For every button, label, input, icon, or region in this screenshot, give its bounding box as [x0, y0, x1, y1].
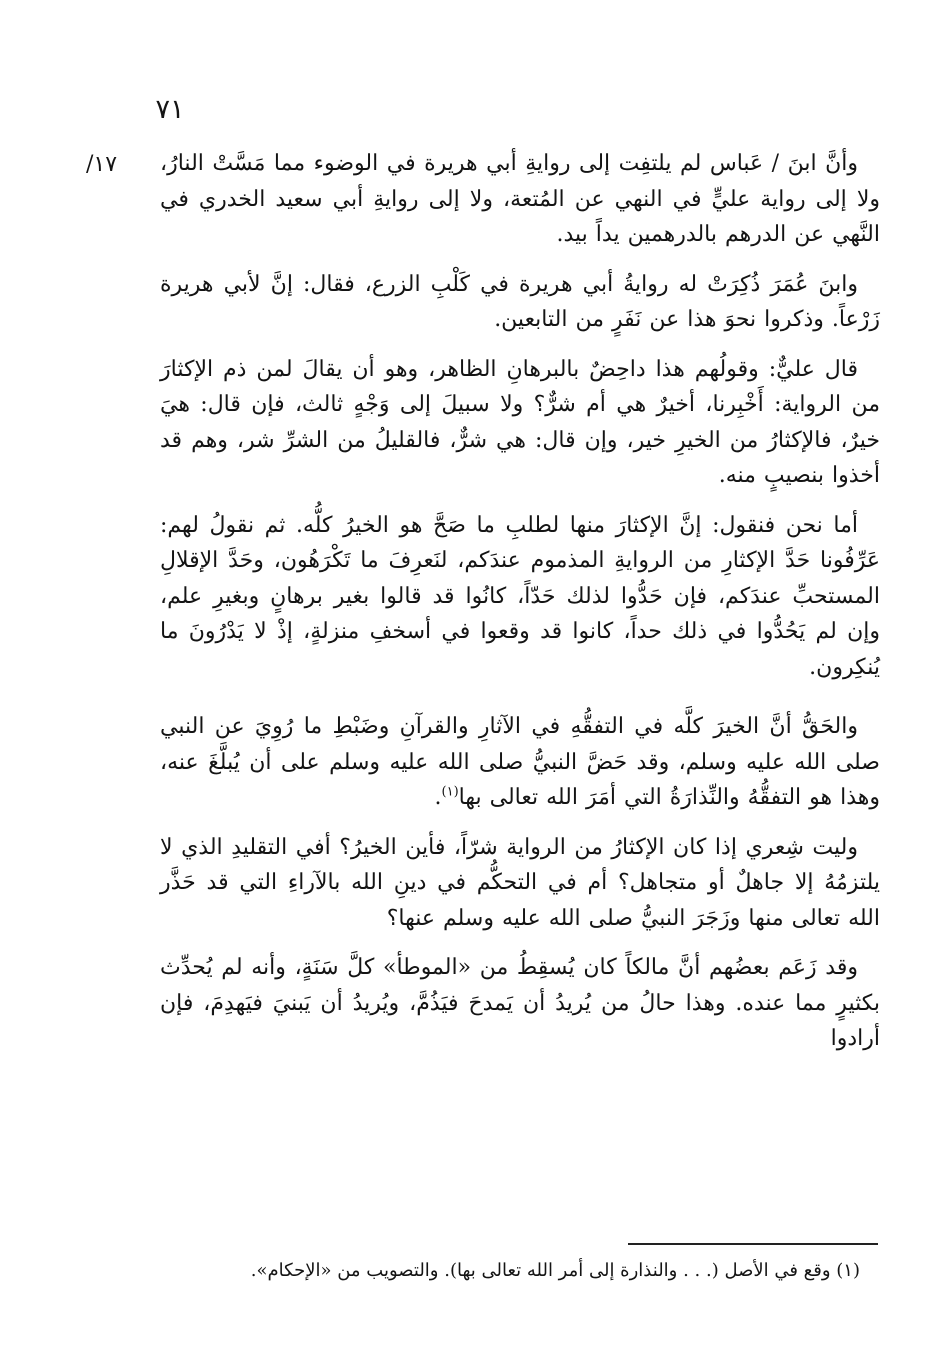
paragraph-with-footnote: [160, 709, 880, 816]
paragraph: أما نحن فنقول: إنَّ الإكثارَ منها لطلبِ ما صَحَّ هو الخيرُ كلُّه. ثم نقولُ لهم: عَرِّفُونا حَدَّ الإكثارِ من الروايةِ المذموم عندَكم، لنَعرِفَ ما تَكْرَهُون، وحَدَّ الإقلالِ المستحبِّ عندَكم، فإن حَدُّوا لذلك حَدّاً، كانُوا قد قالوا بغير برهانٍ وبغيرِ علم، وإن لم يَحُدُّوا في ذلك حداً، كانوا قد وقعوا في أسخفِ منزلةٍ، إذْ لا يَدْرُونَ ما يُنكِرون.: [160, 512, 880, 680]
margin-reference: ١٧/: [86, 152, 118, 177]
paragraph: وليت شِعري إذا كان الإكثارُ من الرواية شرّاً، فأين الخيرُ؟ أفي التقليدِ الذي لا يلتزمُهُ إلا جاهلٌ أو متجاهل؟ أم في التحكُّم في دينِ الله بالآراءِ التي قد حَذَّر الله تعالى منها وزَجَرَ النبيُّ صلى الله عليه وسلم عنها؟: [160, 834, 880, 931]
paragraph: وأنَّ ابنَ / عَباس لم يلتفِت إلى روايةِ أبي هريرة في الوضوء مما مَسَّتْ النارُ، ولا إلى رواية عليٍّ في النهي عن المُتعة، ولا إلى روايةِ أبي سعيد الخدري في النَّهي عن الدرهم بالدرهمين يداً بيد.: [160, 151, 880, 247]
paragraph: وابنَ عُمَرَ ذُكِرَتْ له روايةُ أبي هريرة في كَلْبِ الزرع، فقال: إنَّ لأبي هريرة زَرْعاً. وذكروا نحوَ هذا عن نَفَرٍ من التابعين.: [160, 271, 880, 332]
footnote: (١) وقع في الأصل (. . . والنذارة إلى أمر الله تعالى بها). والتصويب من «الإحكام».: [250, 1260, 860, 1281]
paragraph: وقد زَعَم بعضُهم أنَّ مالكاً كان يُسقِطُ من «الموطأ» كلَّ سَنَةٍ، وأنه لم يُحدِّث بكثيرٍ مما عنده. وهذا حالُ من يُريدُ أن يَمدحَ فيَذُمَّ، ويُريدُ أن يَبنيَ فيَهدِمَ، فإن أرادوا: [160, 955, 880, 1051]
footnote-marker[interactable]: (١): [441, 784, 459, 800]
footnote-divider: [628, 1243, 878, 1245]
main-text: [160, 146, 880, 1071]
paragraph-tail: .: [434, 785, 442, 810]
paragraph: قال عليٌّ: وقولُهم هذا داحِضٌ بالبرهانِ الظاهر، وهو أن يقالَ لمن ذم الإكثارَ من الرواية: أَخْبِرنا، أخيرٌ هي أم شرٌّ؟ ولا سبيلَ إلى وَجْهٍ ثالث، فإن قال: هيَ خيرٌ، فالإكثارُ من الخيرِ خير، وإن قال: هي شرٌّ، فالقليلُ من الشرِّ شر، وهم قد أخذوا بنصيبٍ منه.: [160, 356, 880, 488]
page-number: ٧١: [155, 94, 185, 125]
paragraph-text: والحَقُّ أنَّ الخيرَ كلَّه في التفقُّهِ في الآثارِ والقرآنِ وضَبْطِ ما رُوِيَ عن النبي صلى الله عليه وسلم، وقد حَضَّ النبيُّ صلى الله عليه وسلم على أن يُبلَّغَ عنه، وهذا هو التفقُّهُ والنِّذارَةُ التي أمَرَ الله تعالى بها: [160, 714, 880, 810]
